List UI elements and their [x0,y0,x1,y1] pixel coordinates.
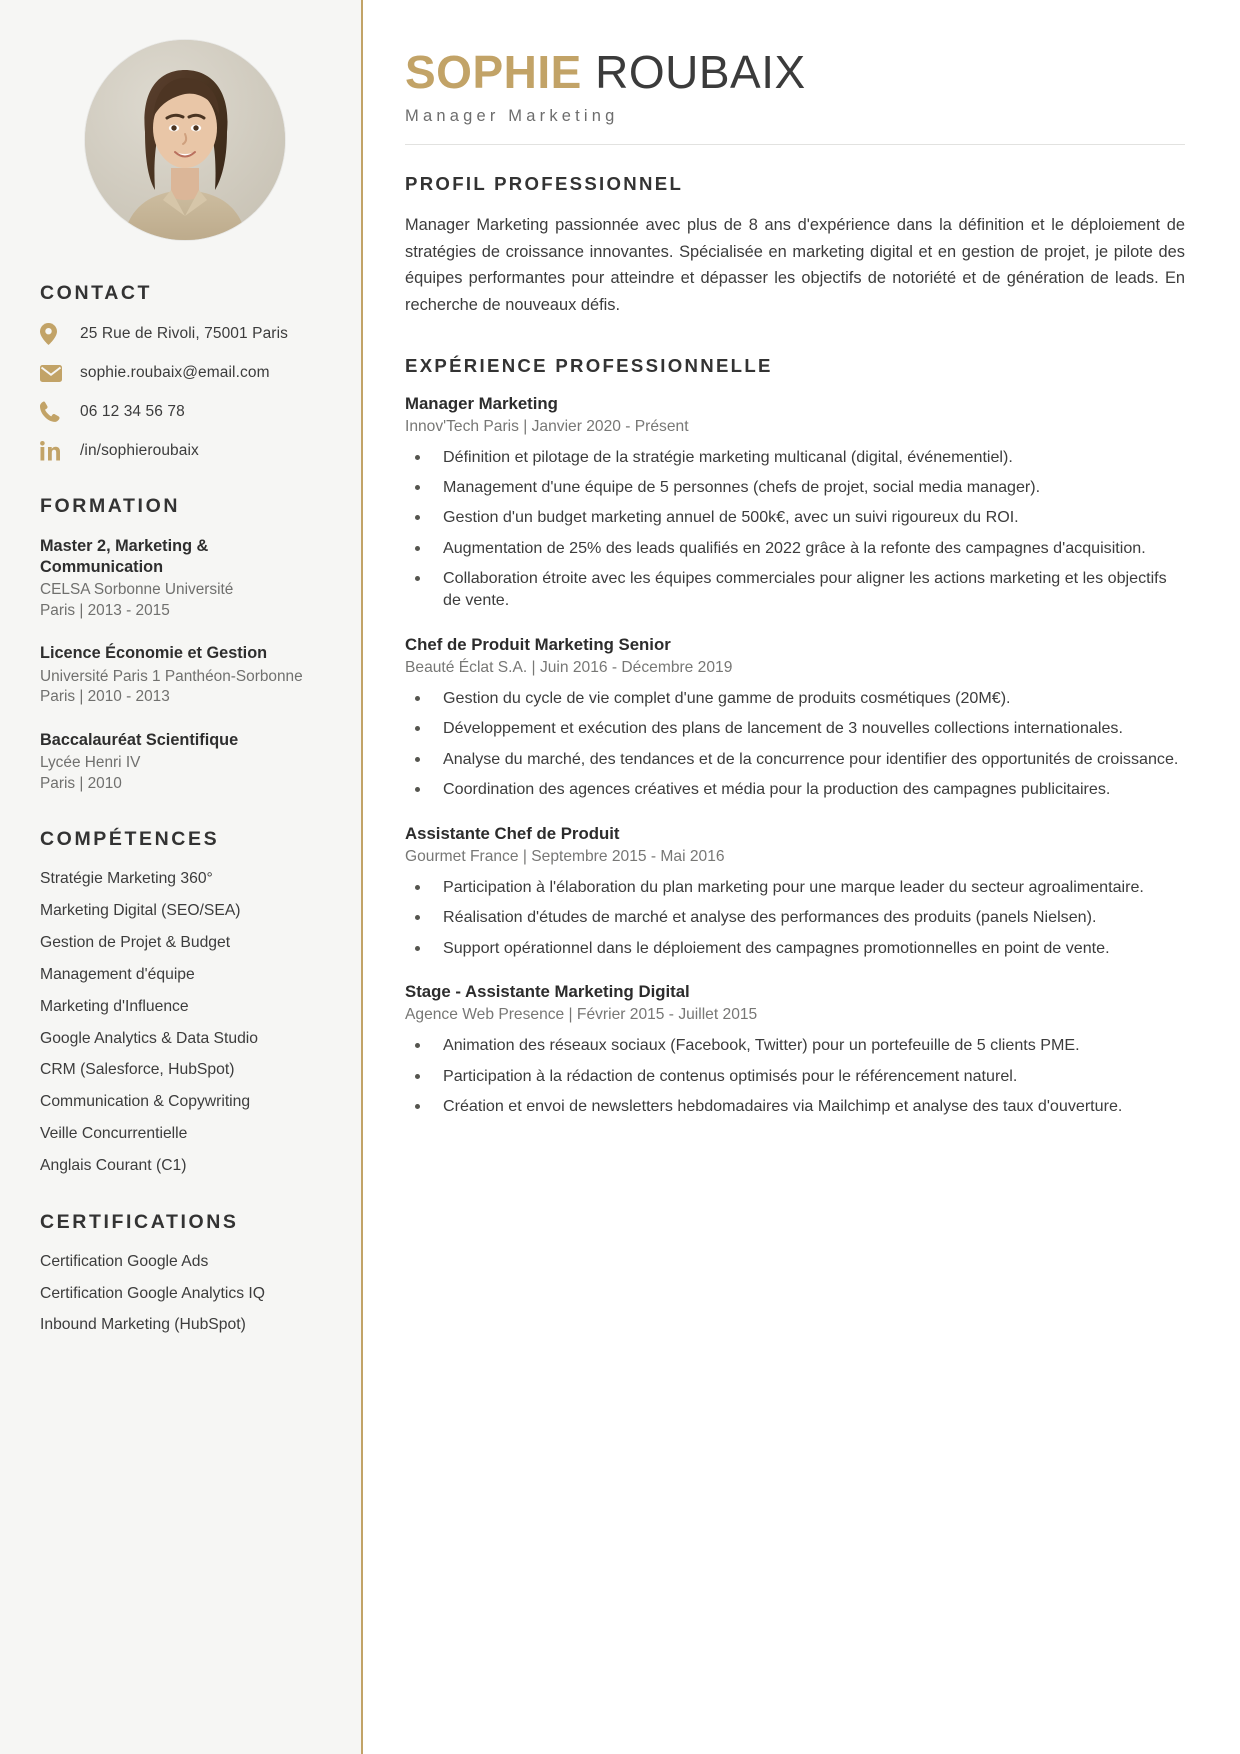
education-item [40,730,329,795]
certifications-list [40,1252,329,1336]
list-item: • Support opérationnel dans le déploiement des campagnes promotionnelles en point de vente. [431,938,1185,960]
location-pin-icon [40,323,80,345]
list-item: Inbound Marketing (HubSpot) [40,1316,246,1334]
job-bullets [431,1035,1185,1118]
job-entry [405,824,1185,960]
sidebar [0,0,363,1754]
list-item: Marketing Digital (SEO/SEA) [40,901,241,919]
avatar-container [40,40,329,240]
formation-heading: FORMATION [40,495,181,517]
profile-section [405,173,1185,318]
contact-heading: CONTACT [40,282,153,304]
last-name: ROUBAIX [595,46,806,98]
job-entry [405,982,1185,1118]
job-title: Assistante Chef de Produit [405,823,620,843]
list-item: Google Analytics & Data Studio [40,1029,259,1047]
job-company-dates: Innov'Tech Paris | Janvier 2020 - Présent [405,417,689,435]
list-item: • Coordination des agences créatives et média pour la production des campagnes publicitaires. [431,779,1185,801]
job-entry [405,635,1185,801]
contact-address: 25 Rue de Rivoli, 75001 Paris [80,325,288,342]
list-item: Communication & Copywriting [40,1093,251,1111]
list-item: Gestion de Projet & Budget [40,933,231,951]
job-title: Stage - Assistante Marketing Digital [405,982,690,1002]
list-item: Certification Google Analytics IQ [40,1284,265,1302]
formation-section [40,495,329,794]
list-item: • Participation à la rédaction de contenus optimisés pour le référencement naturel. [431,1066,1185,1088]
contact-row-linkedin[interactable] [40,441,329,461]
job-bullets [431,688,1185,801]
main-column [363,0,1240,1754]
education-dates: Paris | 2010 [40,774,122,792]
contact-section [40,282,329,461]
envelope-icon [40,365,80,382]
list-item: • Gestion du cycle de vie complet d'une gamme de produits cosmétiques (20M€). [431,688,1185,710]
experience-heading: EXPÉRIENCE PROFESSIONNELLE [405,354,773,376]
list-item: • Management d'une équipe de 5 personnes (chefs de projet, social media manager). [431,477,1185,499]
competences-heading: COMPÉTENCES [40,828,220,851]
experience-section [405,355,1185,1119]
education-dates: Paris | 2013 - 2015 [40,601,170,619]
education-school: Université Paris 1 Panthéon-Sorbonne [40,667,303,685]
education-school: Lycée Henri IV [40,754,141,772]
list-item: • Création et envoi de newsletters hebdomadaires via Mailchimp et analyse des taux d'ouverture. [431,1096,1185,1118]
list-item: • Augmentation de 25% des leads qualifiés en 2022 grâce à la refonte des campagnes d'acquisition. [431,538,1185,560]
contact-row-address[interactable] [40,323,329,345]
education-degree: Baccalauréat Scientifique [40,730,239,749]
education-degree: Licence Économie et Gestion [40,644,268,663]
list-item: Anglais Courant (C1) [40,1157,187,1175]
list-item: • Participation à l'élaboration du plan marketing pour une marque leader du secteur agroalimentaire. [431,877,1185,899]
education-item [40,536,329,621]
contact-email: sophie.roubaix@email.com [80,364,270,381]
list-item: • Développement et exécution des plans de lancement de 3 nouvelles collections internationales. [431,718,1185,740]
job-bullets [431,447,1185,612]
contact-linkedin: /in/sophieroubaix [80,442,199,459]
education-school: CELSA Sorbonne Université [40,581,234,599]
list-item: • Définition et pilotage de la stratégie marketing multicanal (digital, événementiel). [431,447,1185,469]
list-item: Veille Concurrentielle [40,1125,188,1143]
list-item: Management d'équipe [40,965,195,983]
profile-heading: PROFIL PROFESSIONNEL [405,173,684,195]
list-item: • Collaboration étroite avec les équipes commerciales pour aligner les actions marketing et les objectifs de vente. [431,568,1185,612]
avatar [85,40,285,240]
certifications-section [40,1211,329,1336]
job-company-dates: Gourmet France | Septembre 2015 - Mai 2016 [405,847,725,865]
job-entry [405,394,1185,612]
job-title: Chef de Produit Marketing Senior [405,634,671,654]
phone-icon [40,401,80,422]
first-name: SOPHIE [405,46,582,98]
job-company-dates: Beauté Éclat S.A. | Juin 2016 - Décembre 2019 [405,658,733,676]
list-item: • Réalisation d'études de marché et analyse des performances des produits (panels Nielsen). [431,907,1185,929]
list-item: CRM (Salesforce, HubSpot) [40,1061,235,1079]
skills-list [40,869,329,1177]
job-title: Manager Marketing [405,393,558,413]
profile-text: Manager Marketing passionnée avec plus de 8 ans d'expérience dans la définition et le déploiement de stratégies de croissance innovantes. Spécialisée en marketing digital et en gestion de projet, je pilote des équipes performantes pour atteindre et dépasser les objectifs de notoriété et de génération de leads. En recherche de nouveaux défis. [405,216,1185,315]
education-dates: Paris | 2010 - 2013 [40,688,170,706]
list-item: • Analyse du marché, des tendances et de la concurrence pour identifier des opportunités de croissance. [431,749,1185,771]
contact-phone: 06 12 34 56 78 [80,402,185,420]
page-title [405,48,1185,96]
competences-section [40,828,329,1177]
list-item: • Animation des réseaux sociaux (Facebook, Twitter) pour un portefeuille de 5 clients PME. [431,1035,1185,1057]
education-item [40,643,329,708]
job-bullets [431,877,1185,960]
list-item: Stratégie Marketing 360° [40,870,213,888]
job-role-subtitle: Manager Marketing [405,107,619,126]
list-item: Certification Google Ads [40,1252,209,1270]
certifications-heading: CERTIFICATIONS [40,1210,239,1233]
job-company-dates: Agence Web Presence | Février 2015 - Juillet 2015 [405,1006,758,1024]
linkedin-icon [40,441,80,461]
header-divider [405,144,1185,145]
education-degree: Master 2, Marketing & Communication [40,537,209,576]
contact-row-phone[interactable] [40,401,329,422]
list-item: • Gestion d'un budget marketing annuel de 500k€, avec un suivi rigoureux du ROI. [431,507,1185,529]
contact-row-email[interactable] [40,364,329,382]
list-item: Marketing d'Influence [40,997,189,1015]
